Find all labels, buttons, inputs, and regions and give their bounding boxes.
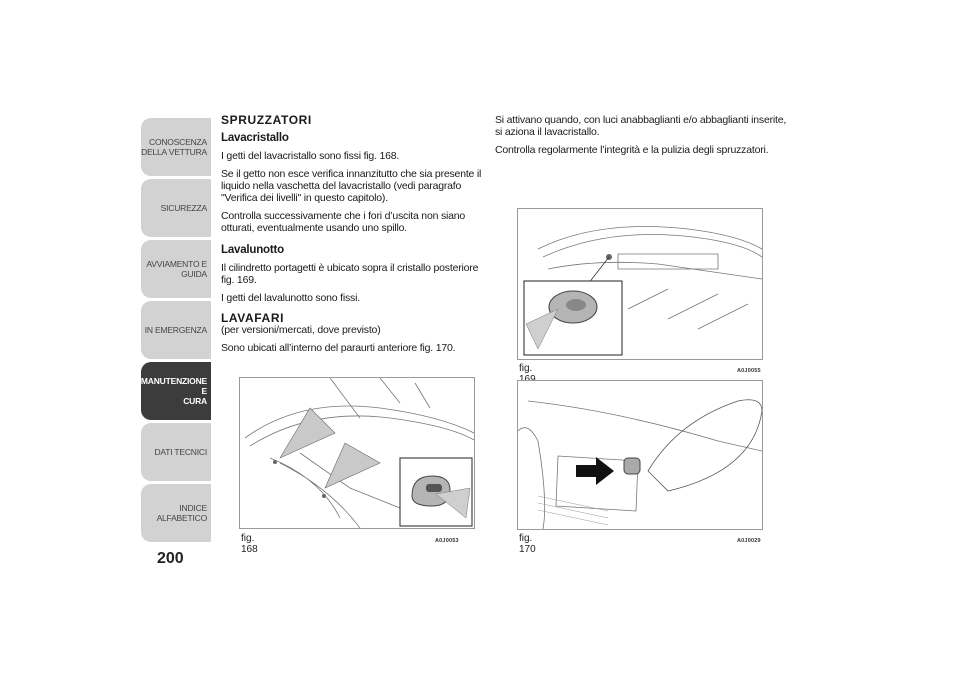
headlamp-washer-drawing — [518, 381, 762, 529]
figure-169-caption: fig. — [519, 363, 533, 374]
paragraph: Controlla successivamente che i fori d’uscita non siano otturati, eventualmente usando uno spillo. — [221, 210, 466, 234]
tab-label-line1: CONOSCENZA — [149, 137, 207, 147]
tab-label: DATI TECNICI — [154, 447, 207, 457]
tab-label-line1: MANUTENZIONE E — [140, 376, 207, 396]
tab-label: IN EMERGENZA — [144, 325, 207, 335]
section-heading-lavafari: LAVAFARI — [221, 311, 285, 325]
tab-manutenzione-e-cura[interactable] — [141, 362, 211, 420]
tab-label: INDICE ALFABETICO — [156, 503, 207, 523]
figure-168-caption: fig. 168 — [241, 533, 258, 555]
tab-label-line1: AVVIAMENTO E — [146, 259, 207, 269]
subheading-lavalunotto: Lavalunotto — [221, 244, 284, 256]
paragraph: I getti del lavalunotto sono fissi. — [221, 292, 360, 304]
subheading-lavacristallo: Lavacristallo — [221, 132, 289, 144]
tab-avviamento-e-guida[interactable] — [141, 240, 211, 298]
left-column — [221, 114, 491, 360]
figure-169-code: A0J0055 — [737, 368, 761, 374]
tab-label-line2: DELLA VETTURA — [141, 147, 207, 157]
tab-conoscenza-della-vettura[interactable] — [141, 118, 211, 176]
figure-170-code: A0J0029 — [737, 538, 761, 544]
figure-170-illustration — [517, 380, 763, 530]
paragraph: Sono ubicati all’interno del paraurti anteriore fig. 170. — [221, 342, 456, 354]
right-column — [495, 114, 790, 162]
paragraph: Si attivano quando, con luci anabbaglianti e/o abbaglianti inserite, si aziona il lavacristallo. — [495, 114, 787, 138]
paragraph: Controlla regolarmente l’integrità e la pulizia degli spruzzatori. — [495, 144, 769, 156]
page-number: 200 — [157, 550, 184, 567]
section-heading-spruzzatori: SPRUZZATORI — [221, 113, 312, 127]
paragraph: Se il getto non esce verifica innanzitutto che sia presente il liquido nella vaschetta del lavacristallo (vedi paragrafo "Verifica dei livelli" in questo capitolo). — [221, 168, 482, 204]
tab-label-line2: GUIDA — [181, 269, 207, 279]
tab-indice-alfabetico[interactable] — [141, 484, 211, 542]
tab-dati-tecnici[interactable] — [141, 423, 211, 481]
paragraph: Il cilindretto portagetti è ubicato sopra il cristallo posteriore fig. 169. — [221, 262, 479, 286]
tab-label-line2: CURA — [183, 396, 207, 406]
rear-washer-drawing — [518, 209, 762, 359]
paragraph: I getti del lavacristallo sono fissi fig. 168. — [221, 150, 400, 162]
tab-label: SICUREZZA — [160, 203, 207, 213]
figure-170-caption: fig. 170 — [519, 533, 536, 555]
windshield-washer-drawing — [240, 378, 474, 528]
figure-168-code: A0J0053 — [435, 538, 459, 544]
figure-168-illustration — [239, 377, 475, 529]
tab-sicurezza[interactable] — [141, 179, 211, 237]
figure-169-illustration — [517, 208, 763, 360]
paragraph: (per versioni/mercati, dove previsto) — [221, 324, 381, 336]
tab-in-emergenza[interactable] — [141, 301, 211, 359]
